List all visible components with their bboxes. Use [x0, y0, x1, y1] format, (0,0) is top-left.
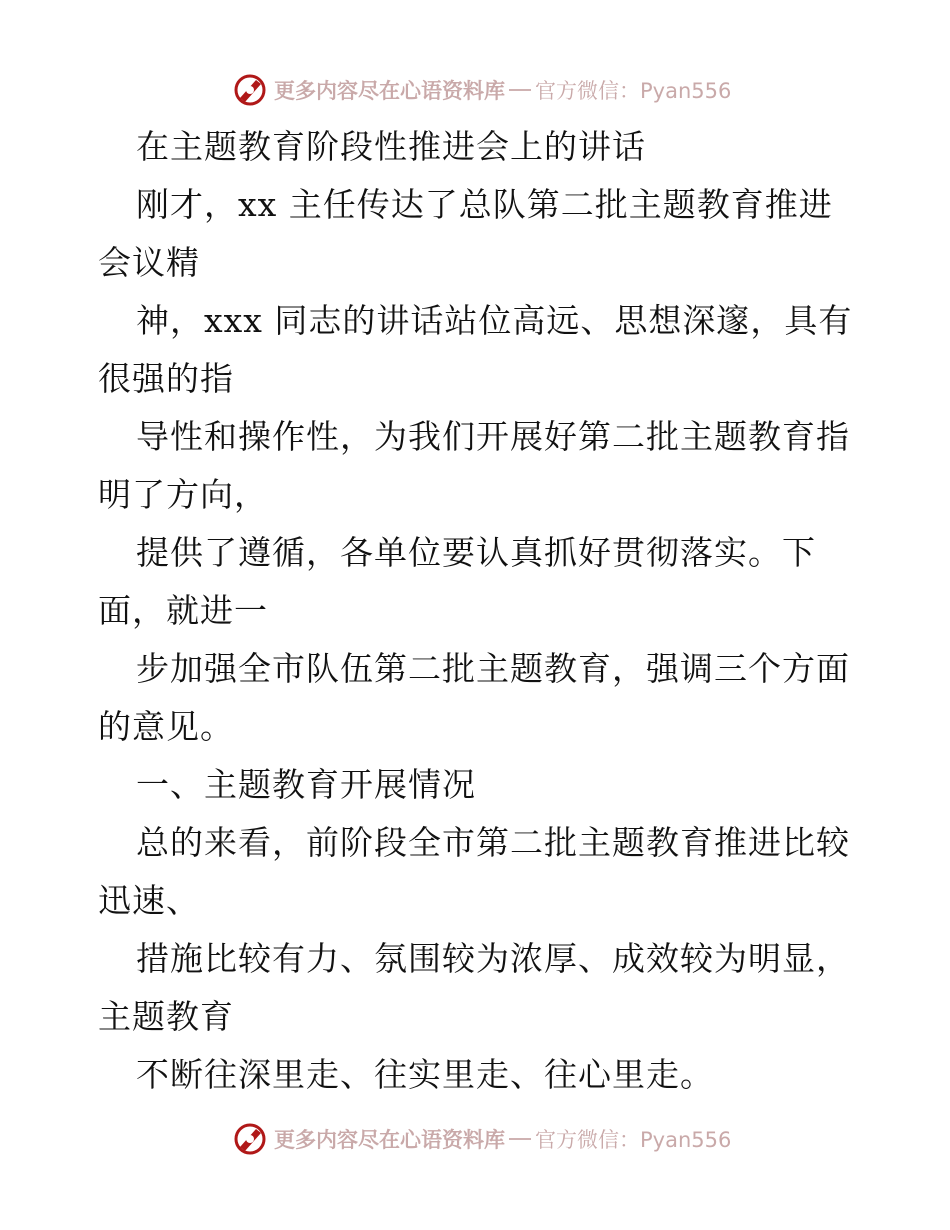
- paragraph: 不断往深里走、往实里走、往心里走。: [136, 1055, 714, 1094]
- paragraph: 措施比较有力、氛围较为浓厚、成效较为明显，主题教育: [98, 939, 850, 1036]
- watermark-text: 更多内容尽在心语资料库: [274, 78, 505, 103]
- watermark-contact: 官方微信：Pyan556: [535, 1128, 732, 1152]
- watermark-dash: [509, 89, 531, 91]
- watermark-dash: [509, 1138, 531, 1140]
- paragraph: 神，xxx 同志的讲话站位高远、思想深邃，具有很强的指: [98, 301, 853, 398]
- watermark-text: 更多内容尽在心语资料库: [274, 1127, 505, 1152]
- paragraph: 步加强全市队伍第二批主题教育，强调三个方面的意见。: [98, 649, 850, 746]
- paragraph: 刚才，xx 主任传达了总队第二批主题教育推进会议精: [98, 185, 833, 282]
- paragraph: 导性和操作性，为我们开展好第二批主题教育指明了方向，: [98, 417, 850, 514]
- header-watermark: [232, 70, 731, 110]
- paragraph: 总的来看，前阶段全市第二批主题教育推进比较迅速、: [98, 823, 850, 920]
- footer-watermark: [232, 1119, 731, 1159]
- paragraph: 提供了遵循，各单位要认真抓好贯彻落实。下面，就进一: [98, 533, 816, 630]
- section-heading: 一、主题教育开展情况: [136, 765, 476, 804]
- document-title: 在主题教育阶段性推进会上的讲话: [136, 127, 646, 166]
- brand-logo-icon: [232, 72, 268, 108]
- brand-logo-icon: [232, 1121, 268, 1157]
- document-body: [98, 118, 858, 1104]
- watermark-contact: 官方微信：Pyan556: [535, 79, 732, 103]
